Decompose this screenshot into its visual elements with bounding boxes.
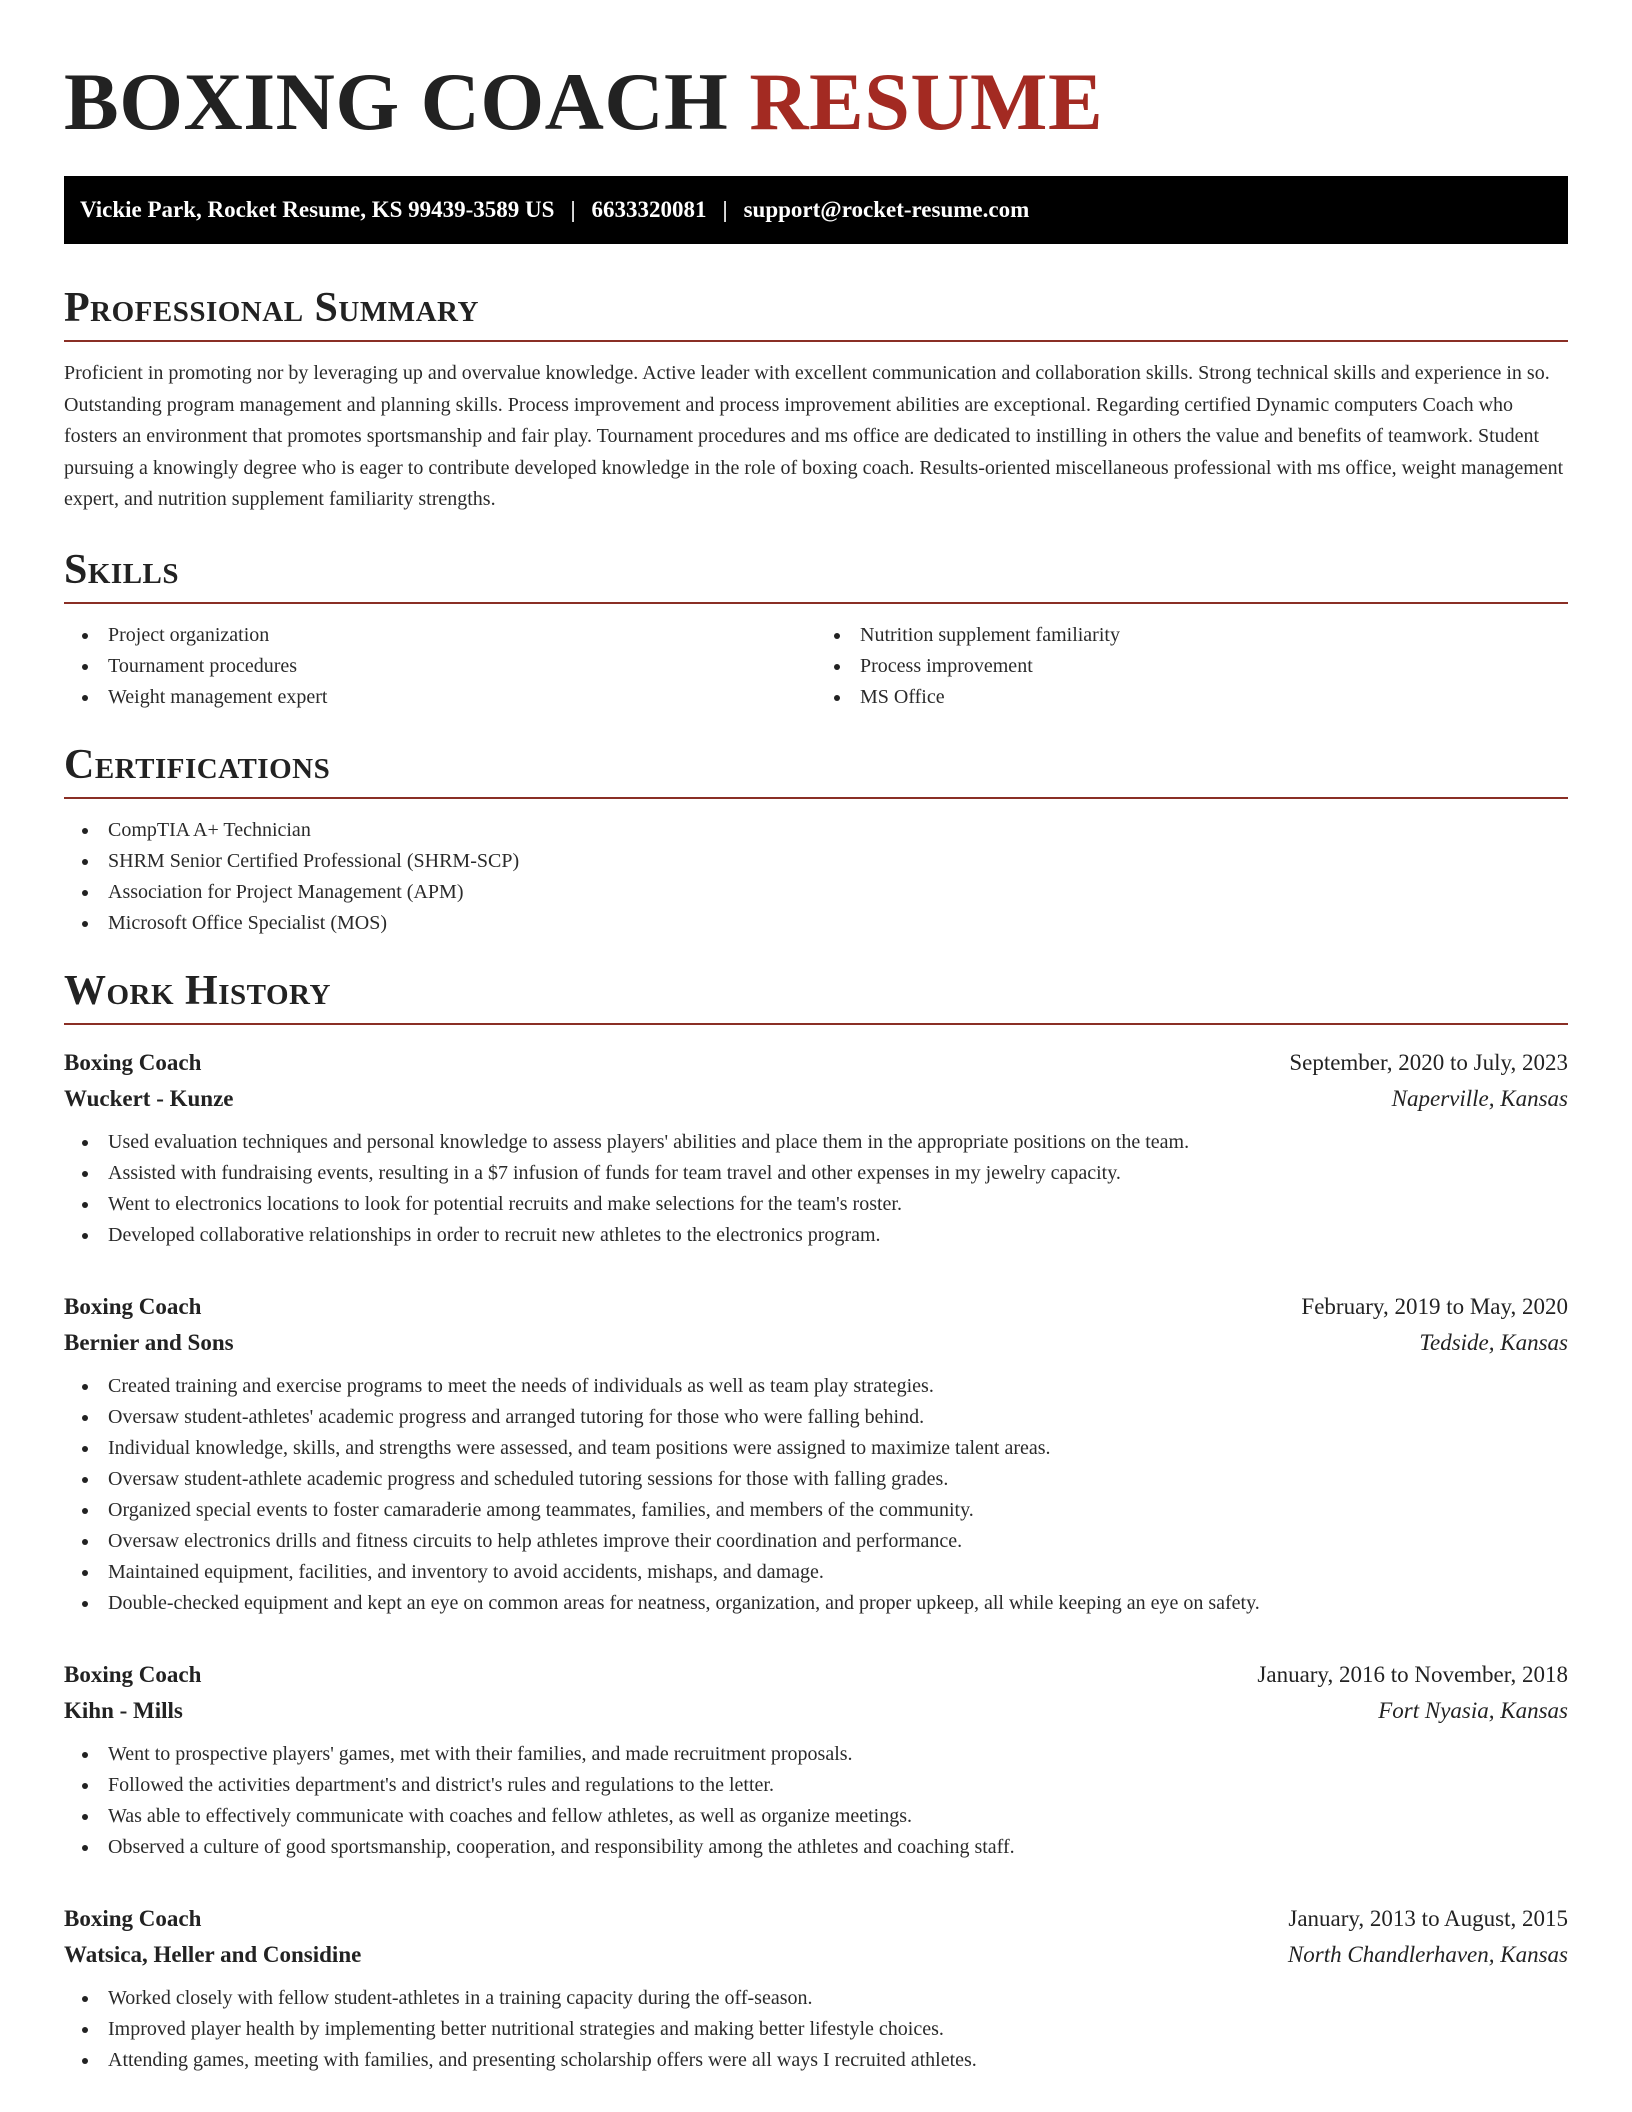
contact-separator: |	[722, 197, 728, 222]
contact-bar	[64, 176, 1568, 244]
job-duties-list	[64, 1127, 1568, 1251]
skill-item: Weight management expert	[108, 682, 816, 713]
job-duty: Created training and exercise programs to meet the needs of individuals as well as team play strategies.	[108, 1371, 1568, 1402]
job-entry	[64, 1657, 1568, 1863]
job-title: Boxing Coach	[64, 1905, 202, 1931]
job-location: Naperville, Kansas	[1391, 1085, 1568, 1111]
job-company: Kihn - Mills	[64, 1697, 183, 1723]
job-dates: January, 2016 to November, 2018	[1257, 1661, 1568, 1687]
job-location: Fort Nyasia, Kansas	[1378, 1697, 1568, 1723]
job-entry	[64, 1045, 1568, 1251]
job-subheader-row	[64, 1693, 1568, 1729]
contact-phone: 6633320081	[591, 197, 707, 222]
job-title: Boxing Coach	[64, 1661, 202, 1687]
contact-email: support@rocket-resume.com	[743, 197, 1030, 222]
job-company: Wuckert - Kunze	[64, 1085, 234, 1111]
skill-item: Process improvement	[860, 651, 1568, 682]
certifications-heading: Certifications	[64, 739, 1568, 799]
job-duties-list	[64, 1371, 1568, 1619]
certification-item: Association for Project Management (APM)	[108, 877, 1568, 908]
job-header-row	[64, 1289, 1568, 1325]
job-dates: February, 2019 to May, 2020	[1301, 1293, 1568, 1319]
job-company: Watsica, Heller and Considine	[64, 1941, 362, 1967]
certification-item: Microsoft Office Specialist (MOS)	[108, 908, 1568, 939]
job-subheader-row	[64, 1937, 1568, 1973]
job-subheader-row	[64, 1081, 1568, 1117]
job-company: Bernier and Sons	[64, 1329, 234, 1355]
job-header-row	[64, 1657, 1568, 1693]
resume-title	[64, 52, 1568, 152]
job-duty: Developed collaborative relationships in order to recruit new athletes to the electronics program.	[108, 1220, 1568, 1251]
skill-item: Project organization	[108, 620, 816, 651]
job-duty: Used evaluation techniques and personal knowledge to assess players' abilities and place them in the appropriate positions on the team.	[108, 1127, 1568, 1158]
job-title: Boxing Coach	[64, 1293, 202, 1319]
job-duty: Improved player health by implementing better nutritional strategies and making better lifestyle choices.	[108, 2014, 1568, 2045]
job-subheader-row	[64, 1325, 1568, 1361]
job-duty: Organized special events to foster camaraderie among teammates, families, and members of the community.	[108, 1495, 1568, 1526]
skill-item: Nutrition supplement familiarity	[860, 620, 1568, 651]
job-duty: Assisted with fundraising events, resulting in a $7 infusion of funds for team travel and other expenses in my jewelry capacity.	[108, 1158, 1568, 1189]
job-header-row	[64, 1901, 1568, 1937]
contact-separator: |	[570, 197, 576, 222]
job-duty: Went to prospective players' games, met with their families, and made recruitment proposals.	[108, 1739, 1568, 1770]
job-duty: Followed the activities department's and district's rules and regulations to the letter.	[108, 1770, 1568, 1801]
job-duty: Individual knowledge, skills, and strengths were assessed, and team positions were assigned to maximize talent areas.	[108, 1433, 1568, 1464]
summary-heading: Professional Summary	[64, 282, 1568, 342]
job-duty: Double-checked equipment and kept an eye on common areas for neatness, organization, and proper upkeep, all while keeping an eye on safety.	[108, 1588, 1568, 1619]
job-entry	[64, 1901, 1568, 2076]
job-location: Tedside, Kansas	[1419, 1329, 1568, 1355]
summary-text: Proficient in promoting nor by leveraging up and overvalue knowledge. Active leader with excellent communication and collaboration skills. Strong technical skills and experience in so. Outstanding program management and planning skills. Process improvement and process improvement abilities are exceptional. Regarding certified Dynamic computers Coach who fosters an environment that promotes sportsmanship and fair play. Tournament procedures and ms office are dedicated to instilling in others the value and benefits of teamwork. Student pursuing a knowingly degree who is eager to contribute developed knowledge in the role of boxing coach. Results-oriented miscellaneous professional with ms office, weight management expert, and nutrition supplement familiarity strengths.	[64, 362, 1564, 510]
job-title: Boxing Coach	[64, 1049, 202, 1075]
skills-list-left	[64, 620, 816, 713]
certification-item: CompTIA A+ Technician	[108, 815, 1568, 846]
job-duty: Was able to effectively communicate with coaches and fellow athletes, as well as organize meetings.	[108, 1801, 1568, 1832]
job-entry	[64, 1289, 1568, 1619]
contact-address: Vickie Park, Rocket Resume, KS 99439-3589 US	[80, 197, 555, 222]
certification-item: SHRM Senior Certified Professional (SHRM-SCP)	[108, 846, 1568, 877]
job-duty: Oversaw electronics drills and fitness circuits to help athletes improve their coordination and performance.	[108, 1526, 1568, 1557]
skills-grid	[64, 620, 1568, 713]
job-dates: September, 2020 to July, 2023	[1289, 1049, 1568, 1075]
job-duties-list	[64, 1739, 1568, 1863]
certifications-list	[64, 815, 1568, 939]
job-duty: Went to electronics locations to look for potential recruits and make selections for the team's roster.	[108, 1189, 1568, 1220]
job-header-row	[64, 1045, 1568, 1081]
skill-item: Tournament procedures	[108, 651, 816, 682]
job-duty: Oversaw student-athlete academic progress and scheduled tutoring sessions for those with falling grades.	[108, 1464, 1568, 1495]
job-dates: January, 2013 to August, 2015	[1288, 1905, 1568, 1931]
job-duties-list	[64, 1983, 1568, 2076]
job-duty: Worked closely with fellow student-athletes in a training capacity during the off-season.	[108, 1983, 1568, 2014]
skill-item: MS Office	[860, 682, 1568, 713]
title-main: BOXING COACH	[64, 56, 729, 147]
skills-heading: Skills	[64, 544, 1568, 604]
work-history-heading: Work History	[64, 965, 1568, 1025]
job-duty: Maintained equipment, facilities, and inventory to avoid accidents, mishaps, and damage.	[108, 1557, 1568, 1588]
job-location: North Chandlerhaven, Kansas	[1287, 1941, 1568, 1967]
job-duty: Oversaw student-athletes' academic progress and arranged tutoring for those who were falling behind.	[108, 1402, 1568, 1433]
skills-list-right	[816, 620, 1568, 713]
job-duty: Observed a culture of good sportsmanship, cooperation, and responsibility among the athletes and coaching staff.	[108, 1832, 1568, 1863]
job-duty: Attending games, meeting with families, and presenting scholarship offers were all ways I recruited athletes.	[108, 2045, 1568, 2076]
title-accent: RESUME	[749, 56, 1104, 147]
